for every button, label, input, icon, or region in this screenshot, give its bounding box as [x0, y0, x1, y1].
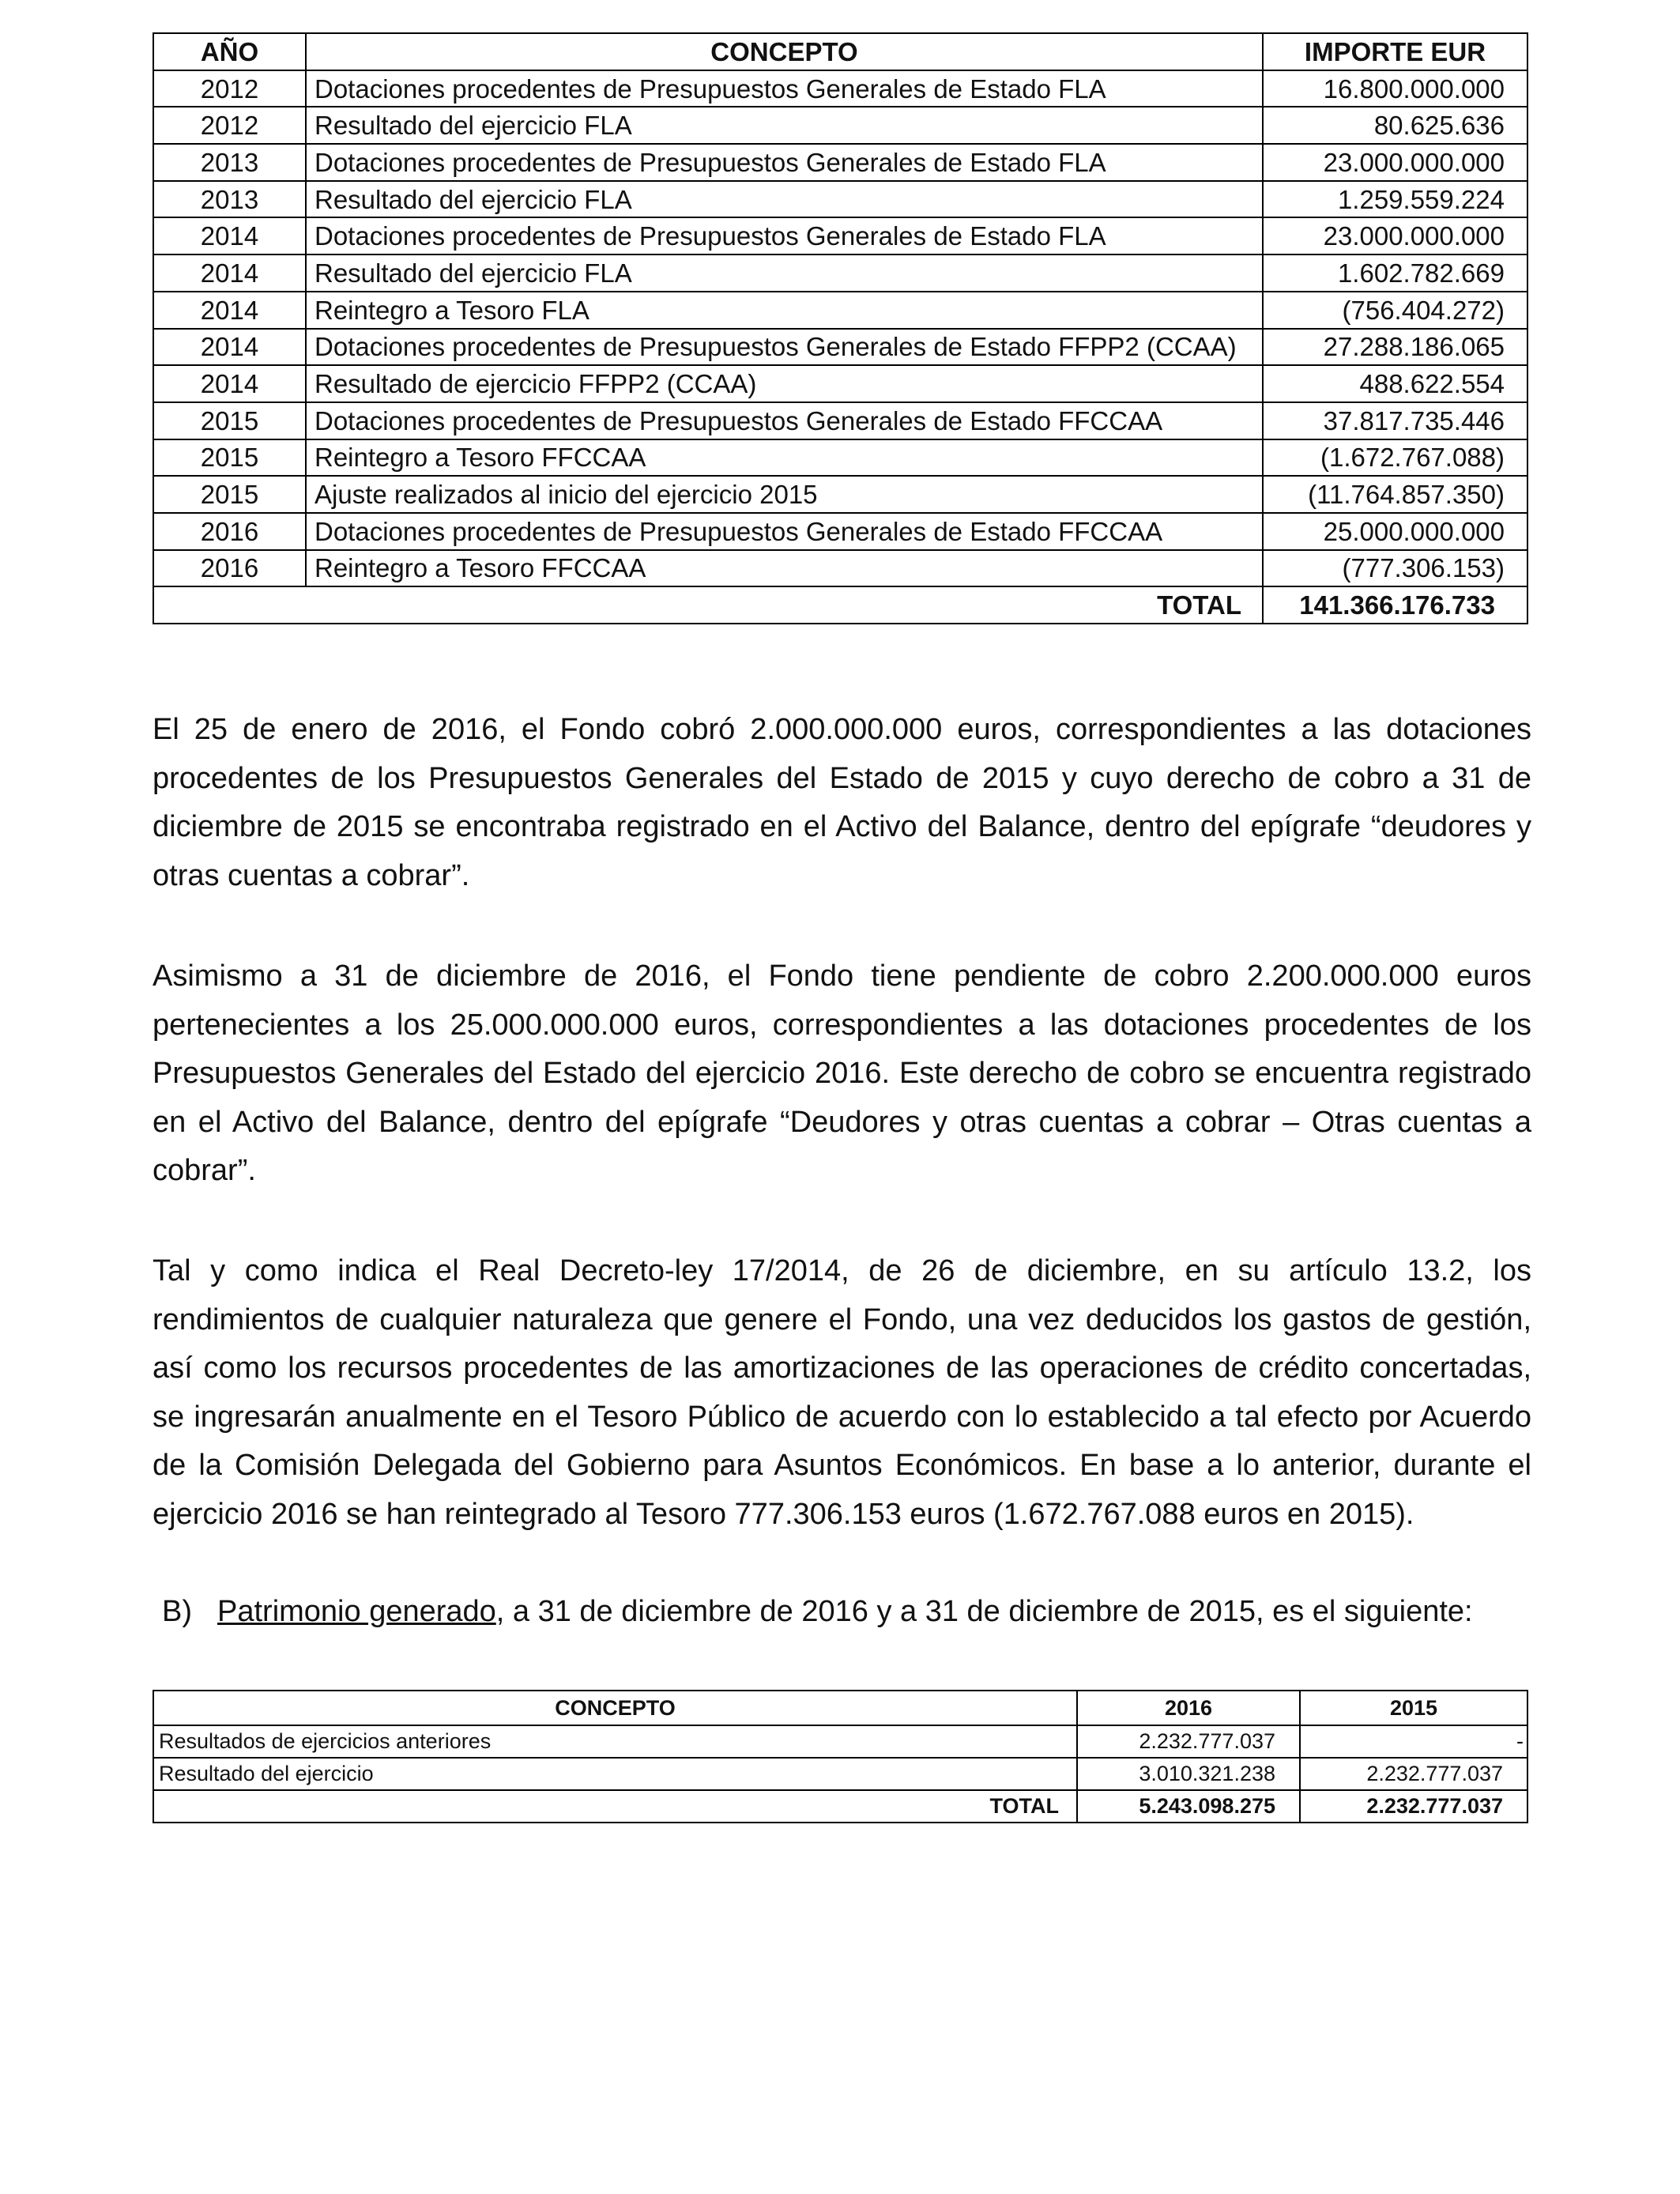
table-row	[153, 329, 1527, 366]
amount-cell: 1.259.559.224	[1263, 181, 1527, 218]
paragraph-cobro-2016: El 25 de enero de 2016, el Fondo cobró 2.000.000.000 euros, correspondientes a las dotaciones procedentes de los Presupuestos Generales del Estado de 2015 y cuyo derecho de cobro a 31 de diciembre de 2015 se encontraba registrado en el Activo del Balance, dentro del epígrafe “deudores y otras cuentas a cobrar”.	[153, 713, 1531, 892]
concept-cell: Resultado del ejercicio FLA	[306, 254, 1263, 292]
table-row	[153, 365, 1527, 402]
value-2016-cell: 2.232.777.037	[1077, 1725, 1300, 1758]
amount-cell: (11.764.857.350)	[1263, 476, 1527, 513]
header-year: AÑO	[153, 33, 306, 70]
year-cell: 2015	[153, 439, 306, 477]
table-row	[153, 217, 1527, 254]
concept-cell: Reintegro a Tesoro FFCCAA	[306, 439, 1263, 477]
concept-cell: Resultado del ejercicio FLA	[306, 107, 1263, 144]
amount-cell: 23.000.000.000	[1263, 144, 1527, 181]
concept-cell: Dotaciones procedentes de Presupuestos Generales de Estado FLA	[306, 70, 1263, 107]
header-2016: 2016	[1077, 1691, 1300, 1725]
dotaciones-table	[153, 32, 1528, 624]
table-row	[153, 1758, 1527, 1790]
table-row	[153, 439, 1527, 477]
header-concept: CONCEPTO	[306, 33, 1263, 70]
concept-cell: Resultados de ejercicios anteriores	[153, 1725, 1077, 1758]
table-row	[153, 254, 1527, 292]
amount-cell: (756.404.272)	[1263, 292, 1527, 329]
table-row	[153, 144, 1527, 181]
patrimonio-table	[153, 1690, 1528, 1823]
paragraph-real-decreto: Tal y como indica el Real Decreto-ley 17/2014, de 26 de diciembre, en su artículo 13.2, los rendimientos de cualquier naturaleza que genere el Fondo, una vez deducidos los gastos de gestión, así como los recursos procedentes de las amortizaciones de las operaciones de crédito concertadas, se ingresarán anualmente en el Tesoro Público de acuerdo con lo establecido a tal efecto por Acuerdo de la Comisión Delegada del Gobierno para Asuntos Económicos. En base a lo anterior, durante el ejercicio 2016 se han reintegrado al Tesoro 777.306.153 euros (1.672.767.088 euros en 2015).	[153, 1254, 1531, 1531]
table-row	[153, 181, 1527, 218]
year-cell: 2013	[153, 181, 306, 218]
value-2016-cell: 3.010.321.238	[1077, 1758, 1300, 1790]
concept-cell: Resultado del ejercicio	[153, 1758, 1077, 1790]
table-row	[153, 402, 1527, 439]
table-row	[153, 1725, 1527, 1758]
value-2015-cell: -	[1300, 1725, 1527, 1758]
concept-cell: Reintegro a Tesoro FLA	[306, 292, 1263, 329]
table-row	[153, 513, 1527, 550]
year-cell: 2014	[153, 217, 306, 254]
amount-cell: 488.622.554	[1263, 365, 1527, 402]
total-amount: 141.366.176.733	[1263, 586, 1527, 624]
concept-cell: Dotaciones procedentes de Presupuestos Generales de Estado FFCCAA	[306, 402, 1263, 439]
section-b-text: , a 31 de diciembre de 2016 y a 31 de diciembre de 2015, es el siguiente:	[495, 1595, 1473, 1628]
section-b-label: B)	[162, 1595, 192, 1628]
header-concept: CONCEPTO	[153, 1691, 1077, 1725]
concept-cell: Reintegro a Tesoro FFCCAA	[306, 550, 1263, 587]
concept-cell: Dotaciones procedentes de Presupuestos Generales de Estado FLA	[306, 144, 1263, 181]
year-cell: 2014	[153, 292, 306, 329]
year-cell: 2014	[153, 254, 306, 292]
table-row	[153, 292, 1527, 329]
header-amount: IMPORTE EUR	[1263, 33, 1527, 70]
total-2015: 2.232.777.037	[1300, 1790, 1527, 1823]
value-2015-cell: 2.232.777.037	[1300, 1758, 1527, 1790]
total-label: TOTAL	[153, 1790, 1077, 1823]
year-cell: 2016	[153, 550, 306, 587]
year-cell: 2016	[153, 513, 306, 550]
amount-cell: 80.625.636	[1263, 107, 1527, 144]
total-label: TOTAL	[153, 586, 1263, 624]
section-b-heading	[162, 1588, 1537, 1637]
concept-cell: Resultado de ejercicio FFPP2 (CCAA)	[306, 365, 1263, 402]
table-row	[153, 476, 1527, 513]
concept-cell: Dotaciones procedentes de Presupuestos Generales de Estado FLA	[306, 217, 1263, 254]
paragraph-pendiente-cobro: Asimismo a 31 de diciembre de 2016, el Fondo tiene pendiente de cobro 2.200.000.000 euros pertenecientes a los 25.000.000.000 euros, correspondientes a las dotaciones procedentes de los Presupuestos Generales del Estado del ejercicio 2016. Este derecho de cobro se encuentra registrado en el Activo del Balance, dentro del epígrafe “Deudores y otras cuentas a cobrar – Otras cuentas a cobrar”.	[153, 959, 1531, 1187]
concept-cell: Ajuste realizados al inicio del ejercicio 2015	[306, 476, 1263, 513]
amount-cell: (1.672.767.088)	[1263, 439, 1527, 477]
amount-cell: 16.800.000.000	[1263, 70, 1527, 107]
table-header-row	[153, 33, 1527, 70]
total-2016: 5.243.098.275	[1077, 1790, 1300, 1823]
table-header-row	[153, 1691, 1527, 1725]
year-cell: 2012	[153, 107, 306, 144]
year-cell: 2014	[153, 365, 306, 402]
total-row	[153, 586, 1527, 624]
year-cell: 2015	[153, 402, 306, 439]
header-2015: 2015	[1300, 1691, 1527, 1725]
amount-cell: 23.000.000.000	[1263, 217, 1527, 254]
concept-cell: Resultado del ejercicio FLA	[306, 181, 1263, 218]
total-row	[153, 1790, 1527, 1823]
concept-cell: Dotaciones procedentes de Presupuestos Generales de Estado FFCCAA	[306, 513, 1263, 550]
amount-cell: 37.817.735.446	[1263, 402, 1527, 439]
year-cell: 2014	[153, 329, 306, 366]
table-row	[153, 550, 1527, 587]
year-cell: 2015	[153, 476, 306, 513]
year-cell: 2013	[153, 144, 306, 181]
concept-cell: Dotaciones procedentes de Presupuestos Generales de Estado FFPP2 (CCAA)	[306, 329, 1263, 366]
amount-cell: (777.306.153)	[1263, 550, 1527, 587]
table-row	[153, 107, 1527, 144]
amount-cell: 1.602.782.669	[1263, 254, 1527, 292]
year-cell: 2012	[153, 70, 306, 107]
table-row	[153, 70, 1527, 107]
amount-cell: 27.288.186.065	[1263, 329, 1527, 366]
amount-cell: 25.000.000.000	[1263, 513, 1527, 550]
section-b-title: Patrimonio generado	[217, 1595, 496, 1628]
